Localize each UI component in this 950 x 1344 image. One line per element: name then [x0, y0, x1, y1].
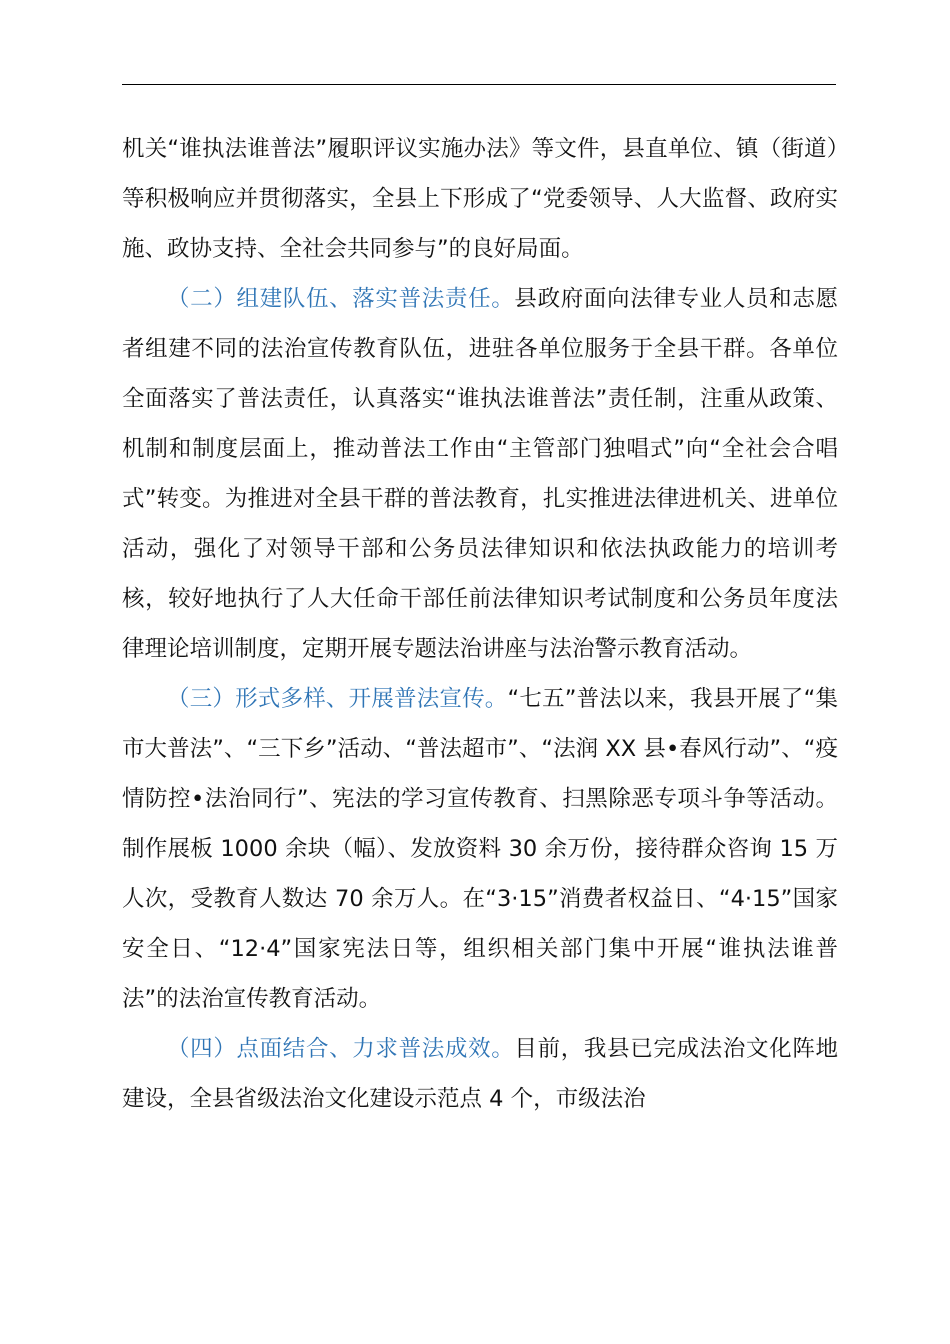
paragraph-section-3 — [122, 674, 838, 1024]
section-heading-2: （二）组建队伍、落实普法责任。 — [167, 286, 515, 312]
paragraph-section-4 — [122, 1024, 838, 1124]
header-rule — [122, 84, 836, 85]
paragraph-text: “七五”普法以来，我县开展了“集市大普法”、“三下乡”活动、“普法超市”、“法润 XX 县•春风行动”、“疫情防控•法治同行”、宪法的学习宣传教育、扫黑除恶专项斗争等活动。制作展板 1000 余块（幅）、发放资料 30 余万份，接待群众咨询 15 万人次，受教育人数达 70 余万人。在“3·15”消费者权益日、“4·15”国家安全日、“12·4”国家宪法日等，组织相关部门集中开展“谁执法谁普法”的法治宣传教育活动。 — [122, 686, 838, 1012]
document-body — [122, 124, 838, 1124]
paragraph-text: 县政府面向法律专业人员和志愿者组建不同的法治宣传教育队伍，进驻各单位服务于全县干群。各单位全面落实了普法责任，认真落实“谁执法谁普法”责任制，注重从政策、机制和制度层面上，推动普法工作由“主管部门独唱式”向“全社会合唱式”转变。为推进对全县干群的普法教育，扎实推进法律进机关、进单位活动，强化了对领导干部和公务员法律知识和依法执政能力的培训考核，较好地执行了人大任命干部任前法律知识考试制度和公务员年度法律理论培训制度，定期开展专题法治讲座与法治警示教育活动。 — [122, 286, 838, 662]
paragraph-section-2 — [122, 274, 838, 674]
section-heading-3: （三）形式多样、开展普法宣传。 — [167, 686, 508, 712]
section-heading-4: （四）点面结合、力求普法成效。 — [167, 1036, 515, 1062]
paragraph-text: 目前，我县已完成法治文化阵地建设，全县省级法治文化建设示范点 4 个，市级法治 — [122, 1036, 838, 1112]
paragraph-text: 机关“谁执法谁普法”履职评议实施办法》等文件，县直单位、镇（街道）等积极响应并贯彻落实，全县上下形成了“党委领导、人大监督、政府实施、政协支持、全社会共同参与”的良好局面。 — [122, 136, 838, 262]
paragraph-continuation — [122, 124, 838, 274]
